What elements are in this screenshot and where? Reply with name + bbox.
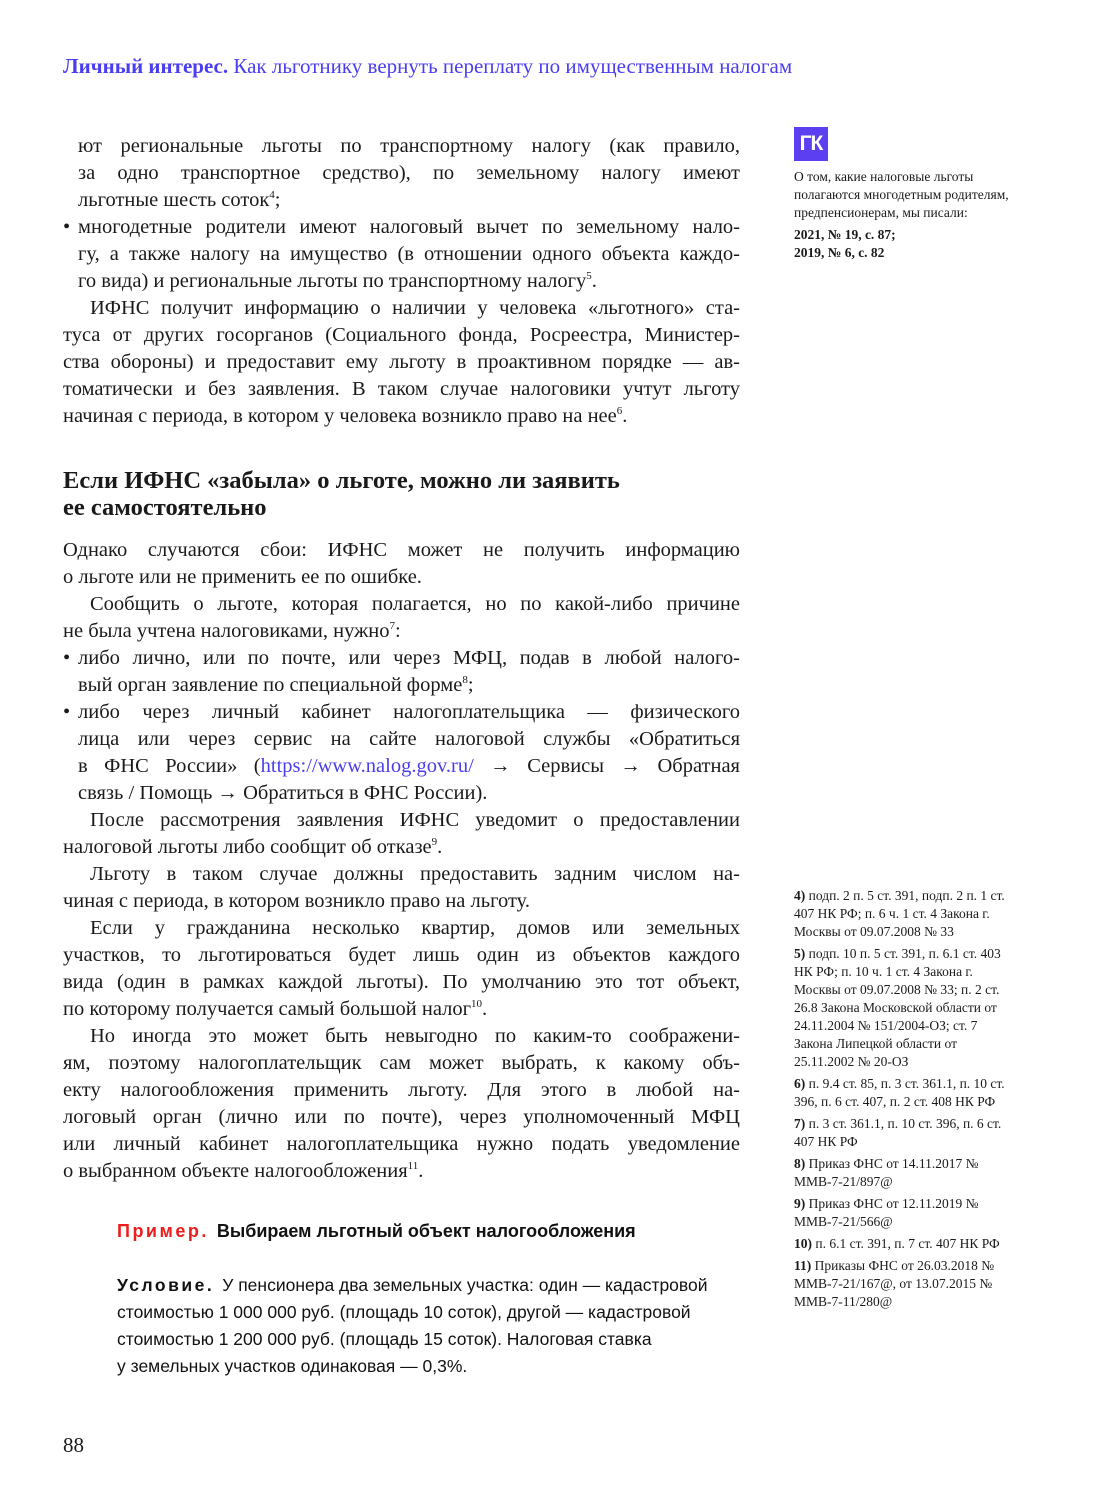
paragraph bbox=[63, 1023, 740, 1185]
footnote-text: п. 9.4 ст. 85, п. 3 ст. 361.1, п. 10 ст. 396, п. 6 ст. 407, п. 2 ст. 408 НК РФ bbox=[794, 1076, 1005, 1109]
text-segment: ИФНС получит информацию о наличии у человека «льготного» ста- bbox=[90, 297, 740, 319]
condition-line: стоимостью 1 000 000 руб. (площадь 10 соток), другой — кадастровой bbox=[117, 1302, 691, 1322]
condition-label: Условие. bbox=[117, 1275, 215, 1295]
text-line bbox=[63, 160, 740, 187]
footnote-ref[interactable]: 9 bbox=[431, 836, 438, 849]
footnote bbox=[794, 1155, 1014, 1191]
text-segment: лица или через сервис на сайте налоговой службы «Обратиться bbox=[78, 728, 740, 750]
text-segment: томатически и без заявления. В таком случае налоговики учтут льготу bbox=[63, 378, 740, 400]
text-segment: логовый орган (лично или по почте), через уполномоченный МФЦ bbox=[63, 1106, 740, 1128]
text-line bbox=[63, 1104, 740, 1131]
text-line bbox=[63, 403, 740, 430]
text-segment: вида (один в рамках каждой льготы). По умолчанию это тот объект, bbox=[63, 971, 740, 993]
section-heading bbox=[63, 467, 740, 521]
text-line bbox=[63, 268, 740, 295]
footnote-number: 4) bbox=[794, 888, 806, 903]
bullet-icon: • bbox=[63, 216, 71, 238]
section-name: Личный интерес. bbox=[63, 54, 229, 78]
article-title: Как льготнику вернуть переплату по имущественным налогам bbox=[233, 54, 793, 78]
footnote-ref[interactable]: 11 bbox=[407, 1160, 419, 1173]
paragraph bbox=[63, 133, 740, 214]
text-line bbox=[63, 753, 740, 780]
text-segment: чиная с периода, в котором возникло право на льготу. bbox=[63, 890, 530, 912]
condition-line: У пенсионера два земельных участка: один — кадастровой bbox=[222, 1275, 708, 1295]
text-line bbox=[63, 969, 740, 996]
text-line bbox=[63, 699, 740, 726]
footnote bbox=[794, 1195, 1014, 1231]
text-segment: . bbox=[482, 998, 488, 1020]
text-line bbox=[63, 645, 740, 672]
text-segment: за одно транспортное средство), по земельному налогу имеют bbox=[78, 162, 740, 184]
text-segment: либо через личный кабинет налогоплательщика — физического bbox=[78, 701, 740, 723]
main-column bbox=[63, 133, 740, 1185]
sidebar-ref-link[interactable]: 2019, № 6, с. 82 bbox=[794, 245, 885, 260]
text-segment: . bbox=[622, 405, 628, 427]
text-segment: о выбранном объекте налогообложения bbox=[63, 1160, 408, 1182]
page-number: 88 bbox=[63, 1433, 84, 1457]
text-line bbox=[63, 1131, 740, 1158]
footnote-number: 9) bbox=[794, 1196, 806, 1211]
text-line bbox=[63, 133, 740, 160]
body-text-bottom bbox=[63, 537, 740, 1185]
bullet-item bbox=[63, 214, 740, 295]
footnote-ref[interactable]: 6 bbox=[616, 405, 623, 418]
text-line bbox=[63, 349, 740, 376]
text-segment: го вида) и региональные льготы по транспортному налогу bbox=[78, 270, 587, 292]
text-line bbox=[63, 618, 740, 645]
footnote bbox=[794, 1257, 1014, 1311]
text-segment: После рассмотрения заявления ИФНС уведомит о предоставлении bbox=[90, 809, 740, 831]
text-segment: участков, то льготироваться будет лишь один из объектов каждого bbox=[63, 944, 740, 966]
paragraph bbox=[63, 537, 740, 591]
text-line bbox=[63, 376, 740, 403]
example-condition bbox=[117, 1272, 747, 1380]
footnote-number: 6) bbox=[794, 1076, 806, 1091]
text-segment: . bbox=[591, 270, 597, 292]
paragraph bbox=[63, 861, 740, 915]
footnote bbox=[794, 1075, 1014, 1111]
text-line bbox=[63, 780, 740, 807]
footnote-ref[interactable]: 8 bbox=[462, 674, 468, 687]
condition-line: стоимостью 1 200 000 руб. (площадь 15 соток). Налоговая ставка bbox=[117, 1329, 652, 1349]
text-line bbox=[63, 214, 740, 241]
text-segment: Сообщить о льготе, которая полагается, но по какой-либо причине bbox=[90, 593, 740, 615]
text-segment: : bbox=[394, 620, 401, 642]
footnote bbox=[794, 945, 1014, 1071]
footnote-ref[interactable]: 4 bbox=[269, 189, 275, 202]
text-segment: . bbox=[437, 836, 443, 858]
footnote-text: подп. 2 п. 5 ст. 391, подп. 2 п. 1 ст. 407 НК РФ; п. 6 ч. 1 ст. 4 Закона г. Москвы от 09.07.2008 № 33 bbox=[794, 888, 1005, 939]
text-line bbox=[63, 241, 740, 268]
text-segment: в ФНС России» ( bbox=[78, 755, 261, 777]
text-line bbox=[63, 187, 740, 214]
example-title bbox=[117, 1218, 747, 1245]
sidebar-note: О том, какие налоговые льготы полагаются многодетным родителям, предпенсионерам, мы писали: bbox=[794, 169, 1009, 220]
paragraph bbox=[63, 295, 740, 430]
footnote bbox=[794, 1115, 1014, 1151]
text-line bbox=[63, 1050, 740, 1077]
footnote-text: Приказ ФНС от 12.11.2019 № ММВ-7-21/566@ bbox=[794, 1196, 979, 1229]
text-line bbox=[63, 295, 740, 322]
example-label: Пример. bbox=[117, 1221, 209, 1241]
text-line bbox=[63, 942, 740, 969]
text-line bbox=[63, 672, 740, 699]
text-line bbox=[63, 834, 740, 861]
footnote-text: Приказы ФНС от 26.03.2018 № ММВ-7-21/167@, от 13.07.2015 № ММВ-7-11/280@ bbox=[794, 1258, 995, 1309]
text-line bbox=[63, 888, 740, 915]
text-segment: налоговой льготы либо сообщит об отказе bbox=[63, 836, 432, 858]
text-line bbox=[63, 1023, 740, 1050]
text-segment: . bbox=[418, 1160, 424, 1182]
text-segment: многодетные родители имеют налоговый вычет по земельному нало- bbox=[78, 216, 740, 238]
footnote-text: Приказ ФНС от 14.11.2017 № ММВ-7-21/897@ bbox=[794, 1156, 979, 1189]
text-segment: ства обороны) и предоставит ему льготу в проактивном порядке — ав- bbox=[63, 351, 740, 373]
text-segment: или личный кабинет налогоплательщика нужно подать уведомление bbox=[63, 1133, 740, 1155]
text-segment: ; bbox=[274, 189, 281, 211]
text-segment: льготные шесть соток bbox=[78, 189, 270, 211]
footnotes bbox=[794, 887, 1014, 1315]
text-segment: Но иногда это может быть невыгодно по каким-то соображени- bbox=[90, 1025, 740, 1047]
text-line bbox=[63, 591, 740, 618]
text-segment: ют региональные льготы по транспортному налогу (как правило, bbox=[78, 135, 740, 157]
sidebar-reference bbox=[794, 168, 1014, 262]
paragraph bbox=[63, 915, 740, 1023]
text-segment: начиная с периода, в котором у человека возникло право на нее bbox=[63, 405, 617, 427]
text-segment: ям, поэтому налогоплательщик сам может выбрать, к какому объ- bbox=[63, 1052, 740, 1074]
paragraph bbox=[63, 591, 740, 645]
example-heading: Выбираем льготный объект налогообложения bbox=[216, 1221, 636, 1241]
footnote-number: 5) bbox=[794, 946, 806, 961]
text-segment: по которому получается самый большой налог bbox=[63, 998, 471, 1020]
text-segment: → Сервисы → Обратная bbox=[473, 755, 740, 777]
text-segment: ; bbox=[467, 674, 474, 696]
heading-line: ее самостоятельно bbox=[63, 494, 267, 521]
text-line bbox=[63, 915, 740, 942]
text-segment: связь / Помощь → Обратиться в ФНС России). bbox=[78, 782, 488, 804]
footnote-number: 11) bbox=[794, 1258, 812, 1273]
text-line bbox=[63, 996, 740, 1023]
text-segment: туса от других госорганов (Социального фонда, Росреестра, Министер- bbox=[63, 324, 740, 346]
text-line bbox=[63, 537, 740, 564]
running-header bbox=[63, 54, 792, 79]
text-segment: не была учтена налоговиками, нужно bbox=[63, 620, 390, 642]
footnote-number: 8) bbox=[794, 1156, 806, 1171]
text-segment: екту налогообложения применить льготу. Для этого в любой на- bbox=[63, 1079, 740, 1101]
text-segment: о льготе или не применить ее по ошибке. bbox=[63, 566, 422, 588]
example-box bbox=[117, 1218, 747, 1380]
footnote bbox=[794, 887, 1014, 941]
sidebar-ref-link[interactable]: 2021, № 19, с. 87; bbox=[794, 227, 896, 242]
heading-line: Если ИФНС «забыла» о льготе, можно ли заявить bbox=[63, 467, 620, 494]
text-line bbox=[63, 807, 740, 834]
footnote bbox=[794, 1235, 1014, 1253]
footnote-ref[interactable]: 10 bbox=[471, 998, 482, 1011]
bullet-icon: • bbox=[63, 701, 71, 723]
footnote-text: п. 3 ст. 361.1, п. 10 ст. 396, п. 6 ст. 407 НК РФ bbox=[794, 1116, 1002, 1149]
body-text-top bbox=[63, 133, 740, 430]
text-segment: Если у гражданина несколько квартир, домов или земельных bbox=[90, 917, 740, 939]
text-line bbox=[63, 861, 740, 888]
footnote-text: подп. 10 п. 5 ст. 391, п. 6.1 ст. 403 НК РФ; п. 10 ч. 1 ст. 4 Закона г. Москвы от 09.07.2008 № 33; п. 2 ст. 26.8 Закона Московской области от 24.11.2004 № 151/2004-ОЗ; ст. 7 Закона Липецкой области от 25.11.2002 № 20-ОЗ bbox=[794, 946, 1001, 1069]
bullet-item bbox=[63, 699, 740, 807]
text-segment: либо лично, или по почте, или через МФЦ, подав в любой налого- bbox=[78, 647, 740, 669]
footnote-number: 7) bbox=[794, 1116, 806, 1131]
text-segment: гу, а также налогу на имущество (в отношении одного объекта каждо- bbox=[78, 243, 740, 265]
text-line bbox=[63, 726, 740, 753]
text-line bbox=[63, 322, 740, 349]
text-segment: Льготу в таком случае должны предоставить задним числом на- bbox=[90, 863, 740, 885]
text-line bbox=[63, 564, 740, 591]
condition-line: у земельных участков одинаковая — 0,3%. bbox=[117, 1356, 468, 1376]
footnote-ref[interactable]: 5 bbox=[586, 270, 592, 283]
text-segment: вый орган заявление по специальной форме bbox=[78, 674, 463, 696]
footnote-text: п. 6.1 ст. 391, п. 7 ст. 407 НК РФ bbox=[815, 1236, 1000, 1251]
text-line bbox=[63, 1077, 740, 1104]
text-line bbox=[63, 1158, 740, 1185]
footnote-number: 10) bbox=[794, 1236, 812, 1251]
paragraph bbox=[63, 807, 740, 861]
footnote-ref[interactable]: 7 bbox=[389, 620, 395, 633]
nalog-link[interactable]: https://www.nalog.gov.ru/ bbox=[260, 755, 474, 777]
bullet-icon: • bbox=[63, 647, 71, 669]
bullet-item bbox=[63, 645, 740, 699]
text-segment: Однако случаются сбои: ИФНС может не получить информацию bbox=[63, 539, 740, 561]
magazine-logo-icon: ГК bbox=[794, 127, 828, 161]
